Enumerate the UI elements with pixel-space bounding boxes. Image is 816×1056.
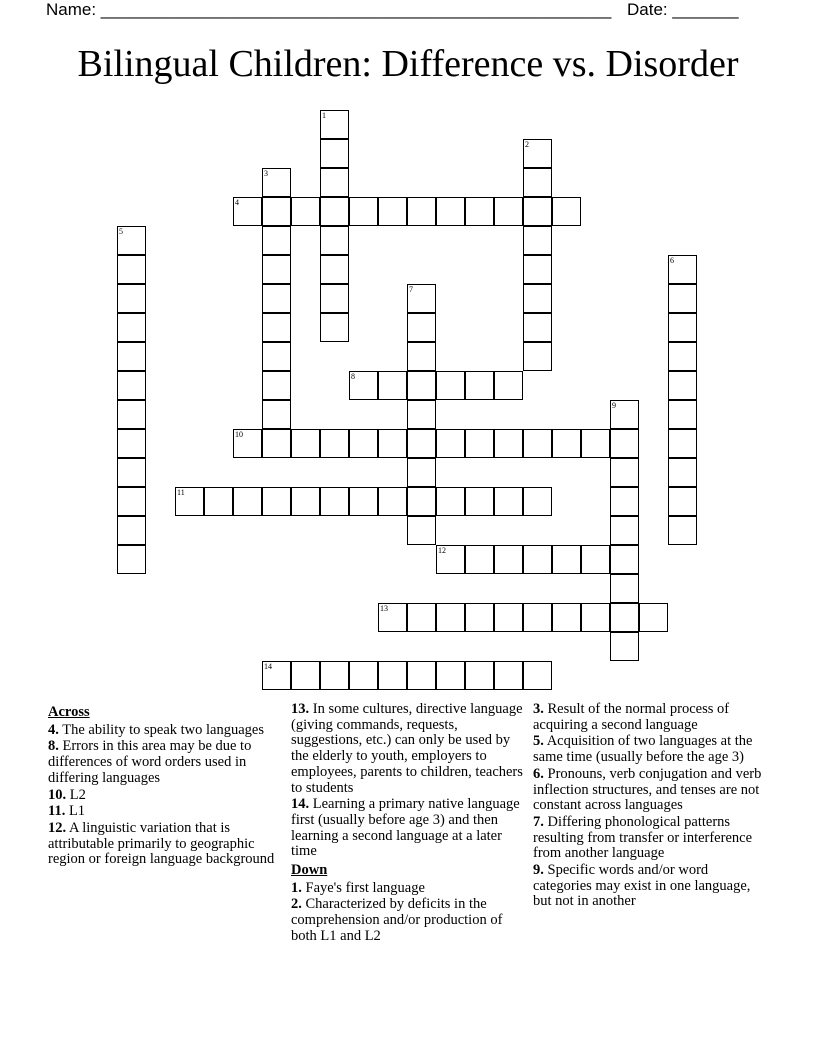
clue-number-label: 9 xyxy=(612,401,616,410)
grid-cell[interactable] xyxy=(668,313,697,342)
grid-cell[interactable] xyxy=(465,197,494,226)
grid-cell[interactable] xyxy=(436,603,465,632)
date-line: Date: _______ xyxy=(627,0,739,19)
grid-cell[interactable] xyxy=(465,603,494,632)
grid-cell[interactable] xyxy=(610,603,639,632)
grid-cell[interactable] xyxy=(291,197,320,226)
grid-cell[interactable] xyxy=(436,487,465,516)
grid-cell[interactable] xyxy=(610,632,639,661)
clue-text: L1 xyxy=(68,803,86,820)
clue-number-label: 10 xyxy=(235,430,243,439)
clue-number-label: 3 xyxy=(264,169,268,178)
grid-cell[interactable] xyxy=(465,661,494,690)
clue-number: 2. xyxy=(291,896,302,913)
grid-cell[interactable] xyxy=(117,545,146,574)
grid-cell[interactable] xyxy=(320,168,349,197)
clue-number-label: 7 xyxy=(409,285,413,294)
clue-number: 12. xyxy=(48,819,67,836)
clue-number: 11. xyxy=(48,803,66,820)
grid-cell[interactable] xyxy=(668,284,697,313)
grid-cell[interactable] xyxy=(320,429,349,458)
grid-cell[interactable] xyxy=(668,429,697,458)
grid-cell[interactable] xyxy=(291,487,320,516)
grid-cell[interactable] xyxy=(523,313,552,342)
grid-cell[interactable] xyxy=(349,197,378,226)
clue-number: 14. xyxy=(291,796,310,813)
grid-cell[interactable] xyxy=(262,487,291,516)
clue-number-label: 5 xyxy=(119,227,123,236)
grid-cell[interactable] xyxy=(320,197,349,226)
grid-cell[interactable] xyxy=(639,603,668,632)
grid-cell[interactable] xyxy=(523,487,552,516)
grid-cell[interactable] xyxy=(581,545,610,574)
clue-across-13 xyxy=(291,702,526,796)
clue-number-label: 8 xyxy=(351,372,355,381)
grid-cell[interactable] xyxy=(320,313,349,342)
grid-cell[interactable] xyxy=(407,603,436,632)
grid-cell[interactable] xyxy=(407,487,436,516)
grid-cell[interactable] xyxy=(117,458,146,487)
clue-number: 13. xyxy=(291,701,310,717)
clue-number: 8. xyxy=(48,738,59,755)
grid-cell[interactable] xyxy=(349,429,378,458)
down-heading: Down xyxy=(291,862,328,879)
clue-number-label: 4 xyxy=(235,198,239,207)
grid-cell[interactable] xyxy=(523,429,552,458)
grid-cell[interactable] xyxy=(378,487,407,516)
grid-cell[interactable] xyxy=(378,197,407,226)
grid-cell[interactable] xyxy=(610,487,639,516)
grid-cell[interactable] xyxy=(436,661,465,690)
clue-down-2 xyxy=(291,897,526,944)
clue-number: 5. xyxy=(533,733,544,750)
grid-cell[interactable] xyxy=(523,197,552,226)
clue-text: Acquisition of two languages at the same time (usually before the age 3) xyxy=(533,733,753,766)
grid-cell[interactable] xyxy=(320,226,349,255)
clue-down-6 xyxy=(533,767,765,814)
grid-cell[interactable] xyxy=(581,603,610,632)
grid-cell[interactable] xyxy=(233,487,262,516)
clue-number-label: 1 xyxy=(322,111,326,120)
clue-number-label: 6 xyxy=(670,256,674,265)
grid-cell[interactable] xyxy=(117,371,146,400)
grid-cell[interactable] xyxy=(349,661,378,690)
grid-cell[interactable] xyxy=(407,371,436,400)
grid-cell[interactable] xyxy=(436,429,465,458)
grid-cell[interactable] xyxy=(262,197,291,226)
clue-text: Differing phonological patterns resulting from transfer or interference from another language xyxy=(533,813,753,862)
clue-across-11 xyxy=(48,804,286,820)
grid-cell[interactable] xyxy=(610,458,639,487)
grid-cell[interactable] xyxy=(407,516,436,545)
grid-cell[interactable] xyxy=(117,255,146,284)
grid-cell[interactable] xyxy=(262,284,291,313)
grid-cell[interactable] xyxy=(494,197,523,226)
grid-cell[interactable] xyxy=(407,400,436,429)
grid-cell[interactable] xyxy=(407,661,436,690)
clue-down-7 xyxy=(533,815,765,862)
clue-text: Errors in this area may be due to differences of word orders used in differing languages xyxy=(48,738,252,786)
grid-cell[interactable] xyxy=(320,661,349,690)
grid-cell[interactable] xyxy=(494,545,523,574)
clue-down-9 xyxy=(533,863,765,910)
clue-down-5 xyxy=(533,734,765,765)
clue-text: The ability to speak two languages xyxy=(62,721,264,738)
grid-cell[interactable] xyxy=(668,400,697,429)
grid-cell[interactable] xyxy=(262,400,291,429)
grid-cell[interactable] xyxy=(407,342,436,371)
grid-cell[interactable] xyxy=(320,284,349,313)
grid-cell[interactable] xyxy=(552,603,581,632)
grid-cell[interactable] xyxy=(610,429,639,458)
name-line: Name: ______________________________________________________ xyxy=(46,0,612,19)
grid-cell[interactable] xyxy=(378,661,407,690)
clue-number: 6. xyxy=(533,765,544,782)
grid-cell[interactable] xyxy=(523,342,552,371)
grid-cell[interactable] xyxy=(523,661,552,690)
clue-across-10 xyxy=(48,788,286,804)
grid-cell[interactable] xyxy=(668,342,697,371)
grid-cell[interactable] xyxy=(494,661,523,690)
grid-cell[interactable] xyxy=(465,429,494,458)
clue-text: Pronouns, verb conjugation and verb inflection structures, and tenses are not constant across languages xyxy=(533,765,762,814)
grid-cell[interactable] xyxy=(523,168,552,197)
grid-cell[interactable] xyxy=(668,371,697,400)
page-title: Bilingual Children: Difference vs. Disorder xyxy=(77,43,739,85)
grid-cell[interactable] xyxy=(494,487,523,516)
grid-cell[interactable] xyxy=(407,429,436,458)
grid-cell[interactable] xyxy=(494,371,523,400)
grid-cell[interactable] xyxy=(407,313,436,342)
grid-cell[interactable] xyxy=(262,342,291,371)
clue-across-12 xyxy=(48,821,286,868)
clues-column-1 xyxy=(48,702,286,869)
clue-text: In some cultures, directive language (giving commands, requests, suggestions, etc.) can only be used by the elderly to youth, employers to employees, parents to children, teachers to students xyxy=(291,701,523,796)
grid-cell[interactable] xyxy=(523,603,552,632)
grid-cell[interactable] xyxy=(262,313,291,342)
grid-cell[interactable] xyxy=(523,545,552,574)
clue-text: Characterized by deficits in the comprehension and/or production of both L1 and L2 xyxy=(291,896,503,944)
clue-text: A linguistic variation that is attributable primarily to geographic region or foreign language background xyxy=(48,819,275,868)
grid-cell[interactable] xyxy=(610,574,639,603)
grid-cell[interactable] xyxy=(494,429,523,458)
grid-cell[interactable] xyxy=(552,545,581,574)
clue-text: Specific words and/or word categories may exist in one language, but not in another xyxy=(533,862,751,910)
grid-cell[interactable] xyxy=(610,545,639,574)
clues-column-3 xyxy=(533,702,765,911)
grid-cell[interactable] xyxy=(465,487,494,516)
grid-cell[interactable] xyxy=(668,487,697,516)
grid-cell[interactable] xyxy=(262,255,291,284)
grid-cell[interactable] xyxy=(436,197,465,226)
clue-down-3 xyxy=(533,702,765,733)
clue-across-14 xyxy=(291,797,526,860)
clue-number: 7. xyxy=(533,813,544,830)
grid-cell[interactable] xyxy=(668,458,697,487)
clue-number: 9. xyxy=(533,862,544,879)
clue-number-label: 11 xyxy=(177,488,185,497)
grid-cell[interactable] xyxy=(262,226,291,255)
grid-cell[interactable] xyxy=(465,371,494,400)
grid-cell[interactable] xyxy=(523,255,552,284)
grid-cell[interactable] xyxy=(407,458,436,487)
grid-cell[interactable] xyxy=(349,487,378,516)
grid-cell[interactable] xyxy=(320,255,349,284)
grid-cell[interactable] xyxy=(320,139,349,168)
clue-text: Learning a primary native language first (usually before age 3) and then learning a second language at a later time xyxy=(291,796,520,860)
grid-cell[interactable] xyxy=(262,429,291,458)
grid-cell[interactable] xyxy=(117,429,146,458)
across-heading: Across xyxy=(48,704,90,720)
grid-cell[interactable] xyxy=(668,516,697,545)
grid-cell[interactable] xyxy=(117,400,146,429)
clue-number-label: 14 xyxy=(264,662,272,671)
clue-number: 10. xyxy=(48,786,67,803)
clue-text: L2 xyxy=(69,786,86,803)
clue-number-label: 2 xyxy=(525,140,529,149)
grid-cell[interactable] xyxy=(378,429,407,458)
grid-cell[interactable] xyxy=(204,487,233,516)
clue-number: 1. xyxy=(291,879,302,896)
grid-cell[interactable] xyxy=(291,429,320,458)
grid-cell[interactable] xyxy=(552,197,581,226)
grid-cell[interactable] xyxy=(378,371,407,400)
grid-cell[interactable] xyxy=(262,371,291,400)
grid-cell[interactable] xyxy=(465,545,494,574)
grid-cell[interactable] xyxy=(117,284,146,313)
clue-number: 3. xyxy=(533,701,544,717)
grid-cell[interactable] xyxy=(407,197,436,226)
clue-text: Faye's first language xyxy=(305,879,425,896)
clue-text: Result of the normal process of acquiring a second language xyxy=(533,701,730,733)
grid-cell[interactable] xyxy=(117,487,146,516)
grid-cell[interactable] xyxy=(117,342,146,371)
clue-number: 4. xyxy=(48,721,59,738)
clue-number-label: 12 xyxy=(438,546,446,555)
grid-cell[interactable] xyxy=(291,661,320,690)
clues-column-2 xyxy=(291,702,526,946)
grid-cell[interactable] xyxy=(117,516,146,545)
grid-cell[interactable] xyxy=(494,603,523,632)
grid-cell[interactable] xyxy=(552,429,581,458)
clue-across-8 xyxy=(48,739,286,786)
grid-cell[interactable] xyxy=(581,429,610,458)
clue-across-4 xyxy=(48,723,286,739)
grid-cell[interactable] xyxy=(610,516,639,545)
clue-down-1 xyxy=(291,881,526,897)
grid-cell[interactable] xyxy=(523,226,552,255)
clue-number-label: 13 xyxy=(380,604,388,613)
grid-cell[interactable] xyxy=(117,313,146,342)
grid-cell[interactable] xyxy=(523,284,552,313)
grid-cell[interactable] xyxy=(320,487,349,516)
grid-cell[interactable] xyxy=(436,371,465,400)
